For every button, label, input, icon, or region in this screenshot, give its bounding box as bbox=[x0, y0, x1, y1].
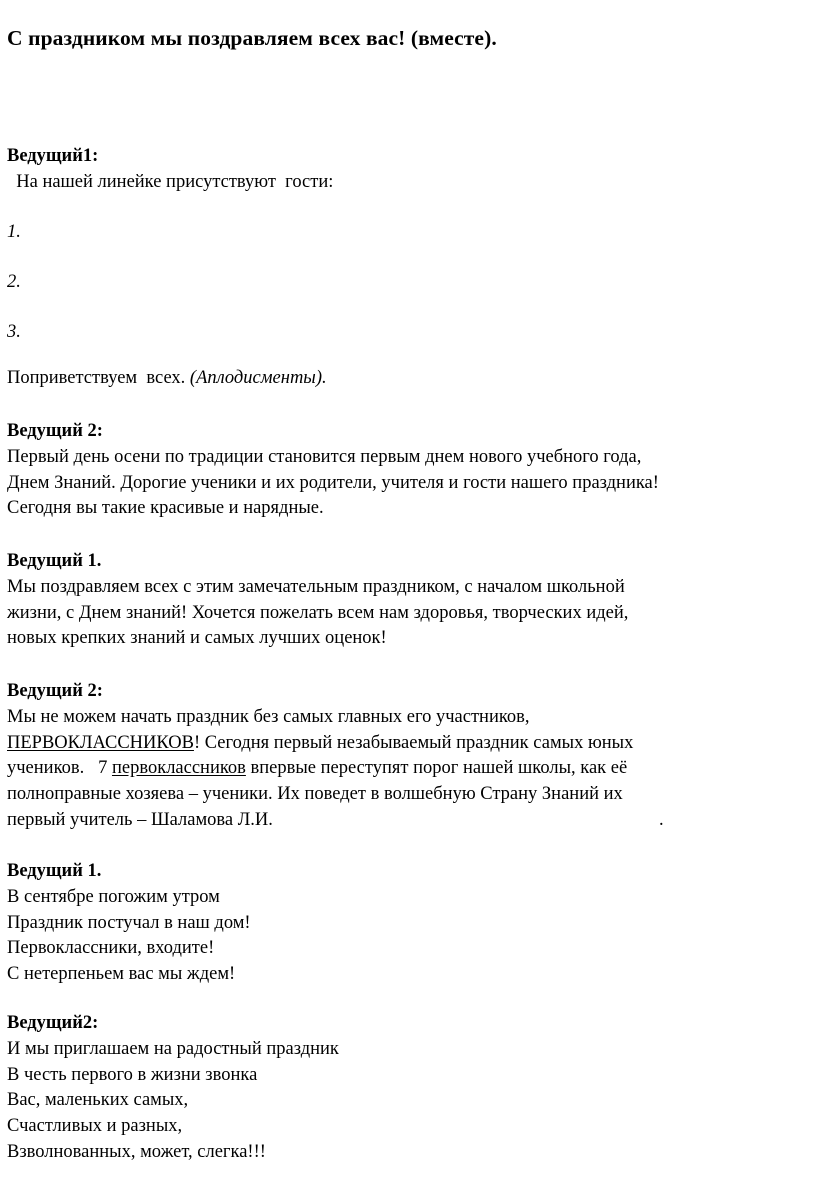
speaker-label-host1: Ведущий1: bbox=[7, 146, 99, 166]
host2-second-line-2 bbox=[7, 731, 633, 757]
host1-poem-line-3: Первоклассники, входите! bbox=[7, 938, 215, 959]
host1-second-line-3: новых крепких знаний и самых лучших оценок! bbox=[7, 628, 387, 649]
host2-first-line-1: Первый день осени по традиции становится первым днем нового учебного года, bbox=[7, 446, 642, 467]
host1-poem-line-4: С нетерпеньем вас мы ждем! bbox=[7, 964, 236, 985]
guest-list-item-1: 1. bbox=[7, 222, 21, 242]
host2-poem-line-1: И мы приглашаем на радостный праздник bbox=[7, 1038, 339, 1059]
host2-second-line-1: Мы не можем начать праздник без самых главных его участников, bbox=[7, 706, 530, 727]
host2-second-line-3 bbox=[7, 756, 633, 782]
speaker-label-host1-poem: Ведущий 1. bbox=[7, 861, 102, 881]
speaker-label-host2-poem: Ведущий2: bbox=[7, 1013, 99, 1033]
host2-poem-line-2: В честь первого в жизни звонка bbox=[7, 1064, 258, 1085]
section-host1-second bbox=[7, 549, 628, 652]
section-host2-first bbox=[7, 419, 659, 522]
greeting-text: Поприветствуем всех. bbox=[7, 368, 190, 388]
host2-second-line-5: первый учитель – Шаламова Л.И. bbox=[7, 809, 273, 830]
host2-second-line-3-rest: впервые переступят порог нашей школы, как её bbox=[245, 758, 628, 779]
host2-first-line-2: Днем Знаний. Дорогие ученики и их родители, учителя и гости нашего праздника! bbox=[7, 472, 659, 493]
host1-intro-line: На нашей линейке присутствуют гости: bbox=[7, 171, 334, 192]
host1-poem-line-1: В сентябре погожим утром bbox=[7, 886, 220, 907]
section-host2-poem bbox=[7, 1011, 339, 1166]
host1-second-line-1: Мы поздравляем всех с этим замечательным праздником, с началом школьной bbox=[7, 576, 625, 597]
section-host1-poem bbox=[7, 859, 251, 988]
section-greeting bbox=[7, 366, 327, 392]
greeting-line bbox=[7, 366, 327, 392]
host2-second-line-4: полноправные хозяева – ученики. Их поведет в волшебную Страну Знаний их bbox=[7, 784, 623, 805]
guest-list-item-2: 2. bbox=[7, 272, 21, 292]
host1-poem-line-2: Праздник постучал в наш дом! bbox=[7, 912, 251, 933]
host2-first-line-3: Сегодня вы такие красивые и нарядные. bbox=[7, 498, 324, 519]
speaker-label-host1-second: Ведущий 1. bbox=[7, 551, 102, 571]
host2-poem-line-4: Счастливых и разных, bbox=[7, 1116, 183, 1137]
first-graders-caps-emphasis: ПЕРВОКЛАССНИКОВ bbox=[7, 732, 194, 753]
section-host2-second bbox=[7, 679, 633, 834]
first-graders-emphasis: первоклассников bbox=[111, 758, 246, 779]
guest-list-item-3: 3. bbox=[7, 322, 21, 342]
section-host1-intro bbox=[7, 144, 333, 196]
host2-poem-line-3: Вас, маленьких самых, bbox=[7, 1090, 189, 1111]
speaker-label-host2-first: Ведущий 2: bbox=[7, 421, 103, 441]
host2-second-line-3-prefix: учеников. 7 bbox=[7, 758, 112, 779]
host2-second-line-2-rest: ! Сегодня первый незабываемый праздник самых юных bbox=[193, 732, 634, 753]
host2-poem-line-5: Взволнованных, может, слегка!!! bbox=[7, 1141, 266, 1162]
stray-period: . bbox=[659, 810, 664, 830]
host1-second-line-2: жизни, с Днем знаний! Хочется пожелать всем нам здоровья, творческих идей, bbox=[7, 602, 629, 623]
greeting-applause: (Аплодисменты). bbox=[189, 368, 327, 388]
speaker-label-host2-second: Ведущий 2: bbox=[7, 681, 103, 701]
page-title: С праздником мы поздравляем всех вас! (вместе). bbox=[7, 26, 497, 50]
